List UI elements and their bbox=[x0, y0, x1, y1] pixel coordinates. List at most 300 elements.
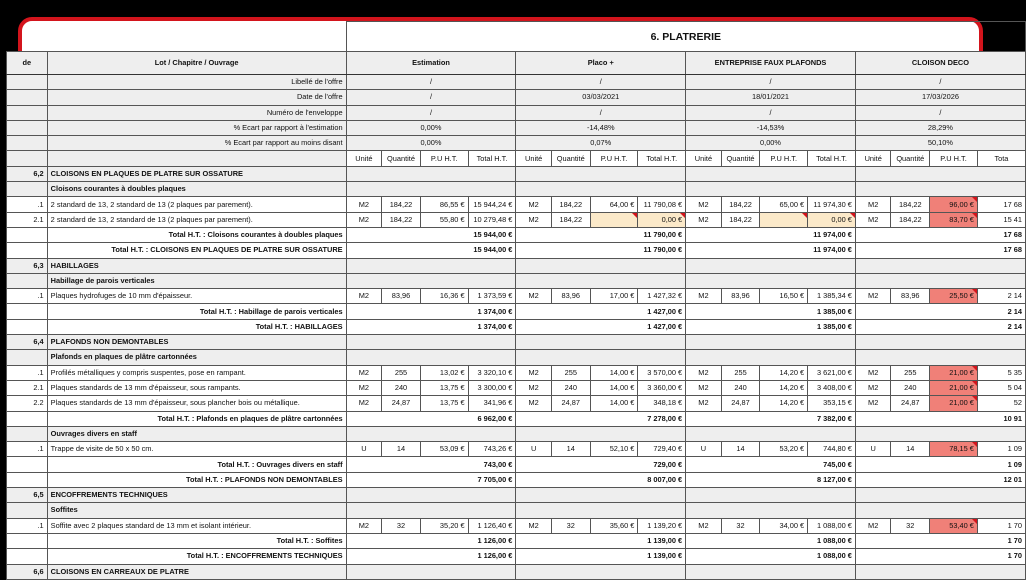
item-total[interactable]: 3 621,00 € bbox=[808, 365, 856, 380]
total-label: Total H.T. : Ouvrages divers en staff bbox=[47, 457, 346, 472]
item-unit-price[interactable]: 65,00 € bbox=[760, 197, 808, 212]
meta-row bbox=[7, 120, 1026, 135]
item-unit-price[interactable]: 21,00 € bbox=[930, 365, 978, 380]
quantity-column-header: Quantité bbox=[382, 151, 421, 166]
item-unit-price[interactable]: 14,00 € bbox=[590, 380, 638, 395]
item-quantity[interactable]: 184,22 bbox=[551, 212, 590, 227]
item-unit[interactable]: U bbox=[516, 442, 552, 457]
item-quantity[interactable]: 32 bbox=[551, 518, 590, 533]
total-value: 1 70 bbox=[855, 533, 1025, 548]
total-label: Total H.T. : Habillage de parois verticales bbox=[47, 304, 346, 319]
total-value: 1 70 bbox=[855, 549, 1025, 564]
item-total[interactable]: 1 088,00 € bbox=[808, 518, 856, 533]
meta-value[interactable]: 17/03/2026 bbox=[855, 90, 1025, 105]
subsection-bidder-cell bbox=[686, 182, 856, 197]
total-label: Total H.T. : CLOISONS EN PLAQUES DE PLATRE SUR OSSATURE bbox=[47, 243, 346, 258]
item-total[interactable]: 2 14 bbox=[977, 289, 1025, 304]
total-value: 15 944,00 € bbox=[346, 227, 516, 242]
item-unit[interactable]: M2 bbox=[855, 518, 891, 533]
meta-value[interactable]: / bbox=[516, 105, 686, 120]
colh-code-cell bbox=[7, 151, 48, 166]
item-unit-price[interactable]: 53,20 € bbox=[760, 442, 808, 457]
section-bidder-cell bbox=[516, 166, 686, 181]
item-unit[interactable]: M2 bbox=[516, 197, 552, 212]
item-quantity[interactable]: 83,96 bbox=[382, 289, 421, 304]
item-quantity[interactable]: 24,87 bbox=[382, 396, 421, 411]
section-bidder-cell bbox=[855, 258, 1025, 273]
section-row bbox=[7, 488, 1026, 503]
meta-code-cell bbox=[7, 105, 48, 120]
item-unit[interactable]: M2 bbox=[516, 365, 552, 380]
meta-value[interactable]: 0,00% bbox=[686, 136, 856, 151]
item-total[interactable]: 10 279,48 € bbox=[468, 212, 516, 227]
item-quantity[interactable]: 32 bbox=[891, 518, 930, 533]
subsection-row bbox=[7, 503, 1026, 518]
meta-value[interactable]: / bbox=[346, 105, 516, 120]
item-unit[interactable]: M2 bbox=[855, 380, 891, 395]
section-bidder-cell bbox=[855, 488, 1025, 503]
item-unit[interactable]: U bbox=[855, 442, 891, 457]
item-quantity[interactable]: 24,87 bbox=[551, 396, 590, 411]
item-quantity[interactable]: 240 bbox=[551, 380, 590, 395]
total-column-header: Total H.T. bbox=[808, 151, 856, 166]
subsection-title[interactable]: Ouvrages divers en staff bbox=[47, 426, 346, 441]
meta-value[interactable]: 0,07% bbox=[516, 136, 686, 151]
subsection-bidder-cell bbox=[516, 273, 686, 288]
section-bidder-cell bbox=[516, 564, 686, 579]
item-unit-price[interactable]: 21,00 € bbox=[930, 380, 978, 395]
item-description[interactable]: 2 standard de 13, 2 standard de 13 (2 plaques par parement). bbox=[47, 212, 346, 227]
item-quantity[interactable]: 184,22 bbox=[721, 197, 760, 212]
section-bidder-cell bbox=[686, 335, 856, 350]
item-unit[interactable]: M2 bbox=[346, 365, 382, 380]
subsection-code bbox=[7, 273, 48, 288]
meta-value[interactable]: / bbox=[855, 75, 1025, 90]
total-row bbox=[7, 457, 1026, 472]
item-total[interactable]: 341,96 € bbox=[468, 396, 516, 411]
item-row bbox=[7, 442, 1026, 457]
item-unit-price[interactable]: 96,00 € bbox=[930, 197, 978, 212]
item-unit[interactable]: M2 bbox=[686, 289, 722, 304]
item-unit[interactable]: M2 bbox=[516, 396, 552, 411]
item-total[interactable]: 0,00 € bbox=[808, 212, 856, 227]
comparison-sheet bbox=[6, 21, 1026, 580]
total-value: 7 705,00 € bbox=[346, 472, 516, 487]
total-label: Total H.T. : Cloisons courantes à doubles plaques bbox=[47, 227, 346, 242]
item-total[interactable]: 15 41 bbox=[977, 212, 1025, 227]
item-unit[interactable]: M2 bbox=[686, 212, 722, 227]
subsection-row bbox=[7, 426, 1026, 441]
item-quantity[interactable]: 14 bbox=[382, 442, 421, 457]
section-bidder-cell bbox=[855, 166, 1025, 181]
subsection-row bbox=[7, 273, 1026, 288]
subsection-bidder-cell bbox=[516, 503, 686, 518]
item-unit[interactable]: M2 bbox=[855, 197, 891, 212]
subsection-bidder-cell bbox=[516, 426, 686, 441]
total-value: 1 088,00 € bbox=[686, 549, 856, 564]
subsection-bidder-cell bbox=[686, 426, 856, 441]
item-unit-price[interactable]: 16,36 € bbox=[420, 289, 468, 304]
item-total[interactable]: 3 570,00 € bbox=[638, 365, 686, 380]
item-description[interactable]: Trappe de visite de 50 x 50 cm. bbox=[47, 442, 346, 457]
unit-price-column-header: P.U H.T. bbox=[760, 151, 808, 166]
item-unit-price[interactable]: 55,80 € bbox=[420, 212, 468, 227]
item-total[interactable]: 3 300,00 € bbox=[468, 380, 516, 395]
section-code: 6,3 bbox=[7, 258, 48, 273]
subsection-bidder-cell bbox=[855, 182, 1025, 197]
unit-column-header: Unité bbox=[855, 151, 891, 166]
item-total[interactable]: 52 bbox=[977, 396, 1025, 411]
item-unit[interactable]: M2 bbox=[516, 212, 552, 227]
section-title[interactable]: CLOISONS EN CARREAUX DE PLATRE bbox=[47, 564, 346, 579]
subsection-code bbox=[7, 503, 48, 518]
item-unit-price[interactable]: 17,00 € bbox=[590, 289, 638, 304]
section-code: 6,6 bbox=[7, 564, 48, 579]
item-code: .1 bbox=[7, 289, 48, 304]
item-unit[interactable]: U bbox=[346, 442, 382, 457]
total-value: 11 790,00 € bbox=[516, 243, 686, 258]
total-code bbox=[7, 533, 48, 548]
total-code bbox=[7, 457, 48, 472]
section-bidder-cell bbox=[346, 335, 516, 350]
item-code: .1 bbox=[7, 365, 48, 380]
section-bidder-cell bbox=[516, 258, 686, 273]
item-unit-price[interactable]: 13,75 € bbox=[420, 380, 468, 395]
item-quantity[interactable]: 255 bbox=[891, 365, 930, 380]
item-total[interactable]: 353,15 € bbox=[808, 396, 856, 411]
item-unit[interactable]: M2 bbox=[686, 396, 722, 411]
item-unit[interactable]: M2 bbox=[346, 518, 382, 533]
item-unit-price[interactable]: 14,20 € bbox=[760, 380, 808, 395]
meta-value[interactable]: -14,53% bbox=[686, 120, 856, 135]
item-quantity[interactable]: 32 bbox=[721, 518, 760, 533]
subsection-title[interactable]: Soffites bbox=[47, 503, 346, 518]
item-row bbox=[7, 365, 1026, 380]
total-value: 17 68 bbox=[855, 227, 1025, 242]
section-bidder-cell bbox=[686, 488, 856, 503]
title-blank bbox=[7, 22, 347, 52]
total-column-header: Total H.T. bbox=[468, 151, 516, 166]
item-row bbox=[7, 289, 1026, 304]
item-unit-price[interactable]: 52,10 € bbox=[590, 442, 638, 457]
item-total[interactable]: 3 408,00 € bbox=[808, 380, 856, 395]
section-bidder-cell bbox=[855, 564, 1025, 579]
item-quantity[interactable]: 83,96 bbox=[891, 289, 930, 304]
item-description[interactable]: Plaques hydrofuges de 10 mm d'épaisseur. bbox=[47, 289, 346, 304]
item-quantity[interactable]: 184,22 bbox=[891, 197, 930, 212]
total-value: 1 385,00 € bbox=[686, 304, 856, 319]
subsection-title[interactable]: Cloisons courantes à doubles plaques bbox=[47, 182, 346, 197]
item-quantity[interactable]: 24,87 bbox=[721, 396, 760, 411]
meta-code-cell bbox=[7, 136, 48, 151]
total-value: 1 385,00 € bbox=[686, 319, 856, 334]
item-unit-price[interactable]: 16,50 € bbox=[760, 289, 808, 304]
item-unit-price[interactable]: 14,20 € bbox=[760, 365, 808, 380]
item-row bbox=[7, 212, 1026, 227]
spreadsheet-frame bbox=[18, 17, 1022, 576]
section-bidder-cell bbox=[346, 564, 516, 579]
total-value: 1 126,00 € bbox=[346, 533, 516, 548]
meta-value[interactable]: 50,10% bbox=[855, 136, 1025, 151]
meta-value[interactable]: 28,29% bbox=[855, 120, 1025, 135]
item-total[interactable]: 5 35 bbox=[977, 365, 1025, 380]
total-code bbox=[7, 304, 48, 319]
total-row bbox=[7, 304, 1026, 319]
total-value: 745,00 € bbox=[686, 457, 856, 472]
subsection-bidder-cell bbox=[346, 350, 516, 365]
item-unit-price[interactable]: 14,00 € bbox=[590, 396, 638, 411]
meta-value[interactable]: / bbox=[855, 105, 1025, 120]
unit-column-header: Unité bbox=[516, 151, 552, 166]
item-unit[interactable]: M2 bbox=[855, 365, 891, 380]
total-row bbox=[7, 319, 1026, 334]
item-total[interactable]: 743,26 € bbox=[468, 442, 516, 457]
total-row bbox=[7, 243, 1026, 258]
item-unit-price[interactable]: 53,40 € bbox=[930, 518, 978, 533]
item-description[interactable]: 2 standard de 13, 2 standard de 13 (2 plaques par parement). bbox=[47, 197, 346, 212]
item-quantity[interactable]: 240 bbox=[891, 380, 930, 395]
subsection-code bbox=[7, 182, 48, 197]
item-total[interactable]: 15 944,24 € bbox=[468, 197, 516, 212]
item-quantity[interactable]: 32 bbox=[382, 518, 421, 533]
subsection-bidder-cell bbox=[516, 350, 686, 365]
meta-row bbox=[7, 136, 1026, 151]
item-quantity[interactable]: 184,22 bbox=[891, 212, 930, 227]
total-value: 2 14 bbox=[855, 319, 1025, 334]
item-unit-price[interactable] bbox=[760, 212, 808, 227]
item-quantity[interactable]: 83,96 bbox=[551, 289, 590, 304]
subsection-bidder-cell bbox=[686, 273, 856, 288]
item-quantity[interactable]: 255 bbox=[382, 365, 421, 380]
item-total[interactable]: 3 360,00 € bbox=[638, 380, 686, 395]
total-value: 17 68 bbox=[855, 243, 1025, 258]
item-unit-price[interactable]: 86,55 € bbox=[420, 197, 468, 212]
item-unit-price[interactable]: 25,50 € bbox=[930, 289, 978, 304]
total-code bbox=[7, 319, 48, 334]
item-code: .1 bbox=[7, 518, 48, 533]
item-unit-price[interactable]: 14,20 € bbox=[760, 396, 808, 411]
item-quantity[interactable]: 24,87 bbox=[891, 396, 930, 411]
subsection-bidder-cell bbox=[346, 503, 516, 518]
item-total[interactable]: 1 427,32 € bbox=[638, 289, 686, 304]
section-title[interactable]: HABILLAGES bbox=[47, 258, 346, 273]
meta-value[interactable]: 03/03/2021 bbox=[516, 90, 686, 105]
item-unit[interactable]: M2 bbox=[686, 365, 722, 380]
item-unit[interactable]: M2 bbox=[346, 212, 382, 227]
bid-comparison-table bbox=[6, 21, 1026, 580]
total-value: 743,00 € bbox=[346, 457, 516, 472]
total-label: Total H.T. : Plafonds en plaques de plâtre cartonnées bbox=[47, 411, 346, 426]
item-total[interactable]: 0,00 € bbox=[638, 212, 686, 227]
item-row bbox=[7, 197, 1026, 212]
meta-value[interactable]: / bbox=[346, 75, 516, 90]
subsection-title[interactable]: Habillage de parois verticales bbox=[47, 273, 346, 288]
item-quantity[interactable]: 184,22 bbox=[721, 212, 760, 227]
item-unit-price[interactable]: 35,60 € bbox=[590, 518, 638, 533]
item-quantity[interactable]: 14 bbox=[721, 442, 760, 457]
section-bidder-cell bbox=[346, 488, 516, 503]
item-total[interactable]: 744,80 € bbox=[808, 442, 856, 457]
item-total[interactable]: 1 385,34 € bbox=[808, 289, 856, 304]
item-unit[interactable]: M2 bbox=[346, 197, 382, 212]
item-code: .1 bbox=[7, 197, 48, 212]
total-value: 1 374,00 € bbox=[346, 304, 516, 319]
section-bidder-cell bbox=[516, 335, 686, 350]
bidder-placo-header: Placo + bbox=[516, 52, 686, 75]
item-quantity[interactable]: 240 bbox=[721, 380, 760, 395]
section-bidder-cell bbox=[686, 166, 856, 181]
item-unit[interactable]: M2 bbox=[855, 289, 891, 304]
bidder-estimation-header: Estimation bbox=[346, 52, 516, 75]
item-quantity[interactable]: 184,22 bbox=[551, 197, 590, 212]
unit-column-header: Unité bbox=[686, 151, 722, 166]
meta-label: Numéro de l'enveloppe bbox=[47, 105, 346, 120]
meta-code-cell bbox=[7, 75, 48, 90]
item-total[interactable]: 17 68 bbox=[977, 197, 1025, 212]
item-quantity[interactable]: 184,22 bbox=[382, 197, 421, 212]
item-total[interactable]: 348,18 € bbox=[638, 396, 686, 411]
meta-label: % Ecart par rapport au moins disant bbox=[47, 136, 346, 151]
meta-value[interactable]: -14,48% bbox=[516, 120, 686, 135]
item-quantity[interactable]: 14 bbox=[551, 442, 590, 457]
item-quantity[interactable]: 184,22 bbox=[382, 212, 421, 227]
item-unit[interactable]: M2 bbox=[346, 289, 382, 304]
subsection-row bbox=[7, 182, 1026, 197]
section-code: 6,5 bbox=[7, 488, 48, 503]
item-total[interactable]: 729,40 € bbox=[638, 442, 686, 457]
section-row bbox=[7, 564, 1026, 579]
column-header-row bbox=[7, 151, 1026, 166]
item-unit[interactable]: M2 bbox=[855, 212, 891, 227]
item-description[interactable]: Soffite avec 2 plaques standard de 13 mm et isolant intérieur. bbox=[47, 518, 346, 533]
meta-value[interactable]: / bbox=[686, 75, 856, 90]
subsection-title[interactable]: Plafonds en plaques de plâtre cartonnées bbox=[47, 350, 346, 365]
quantity-column-header: Quantité bbox=[721, 151, 760, 166]
total-row bbox=[7, 533, 1026, 548]
meta-code-cell bbox=[7, 120, 48, 135]
item-quantity[interactable]: 255 bbox=[721, 365, 760, 380]
item-unit[interactable]: M2 bbox=[346, 396, 382, 411]
item-total[interactable]: 5 04 bbox=[977, 380, 1025, 395]
item-description[interactable]: Plaques standards de 13 mm d'épaisseur, sous rampants. bbox=[47, 380, 346, 395]
total-column-header: Tota bbox=[977, 151, 1025, 166]
subsection-bidder-cell bbox=[346, 273, 516, 288]
total-value: 12 01 bbox=[855, 472, 1025, 487]
subsection-bidder-cell bbox=[346, 426, 516, 441]
section-bidder-cell bbox=[686, 258, 856, 273]
subsection-bidder-cell bbox=[686, 503, 856, 518]
item-unit-price[interactable]: 83,70 € bbox=[930, 212, 978, 227]
section-bidder-cell bbox=[346, 258, 516, 273]
total-value: 1 427,00 € bbox=[516, 304, 686, 319]
item-total[interactable]: 1 139,20 € bbox=[638, 518, 686, 533]
item-unit[interactable]: M2 bbox=[516, 518, 552, 533]
subsection-bidder-cell bbox=[346, 182, 516, 197]
section-title[interactable]: ENCOFFREMENTS TECHNIQUES bbox=[47, 488, 346, 503]
item-total[interactable]: 1 70 bbox=[977, 518, 1025, 533]
item-row bbox=[7, 396, 1026, 411]
item-total[interactable]: 1 09 bbox=[977, 442, 1025, 457]
section-row bbox=[7, 166, 1026, 181]
item-total[interactable]: 1 126,40 € bbox=[468, 518, 516, 533]
total-value: 8 127,00 € bbox=[686, 472, 856, 487]
section-title[interactable]: CLOISONS EN PLAQUES DE PLATRE SUR OSSATURE bbox=[47, 166, 346, 181]
unit-column-header: Unité bbox=[346, 151, 382, 166]
total-value: 1 139,00 € bbox=[516, 533, 686, 548]
total-row bbox=[7, 227, 1026, 242]
colh-desc-cell bbox=[47, 151, 346, 166]
item-total[interactable]: 1 373,59 € bbox=[468, 289, 516, 304]
item-unit[interactable]: U bbox=[686, 442, 722, 457]
item-code: 2.1 bbox=[7, 380, 48, 395]
total-value: 8 007,00 € bbox=[516, 472, 686, 487]
total-value: 1 139,00 € bbox=[516, 549, 686, 564]
total-value: 1 126,00 € bbox=[346, 549, 516, 564]
item-unit[interactable]: M2 bbox=[516, 289, 552, 304]
item-unit-price[interactable]: 13,02 € bbox=[420, 365, 468, 380]
item-unit[interactable]: M2 bbox=[686, 380, 722, 395]
item-unit-price[interactable]: 64,00 € bbox=[590, 197, 638, 212]
item-unit[interactable]: M2 bbox=[855, 396, 891, 411]
item-unit[interactable]: M2 bbox=[686, 197, 722, 212]
subsection-bidder-cell bbox=[855, 503, 1025, 518]
item-quantity[interactable]: 83,96 bbox=[721, 289, 760, 304]
item-unit-price[interactable]: 53,09 € bbox=[420, 442, 468, 457]
bidder-faux-plafonds-header: ENTREPRISE FAUX PLAFONDS bbox=[686, 52, 856, 75]
item-unit-price[interactable]: 21,00 € bbox=[930, 396, 978, 411]
item-unit-price[interactable]: 78,15 € bbox=[930, 442, 978, 457]
subsection-bidder-cell bbox=[855, 350, 1025, 365]
section-title[interactable]: PLAFONDS NON DEMONTABLES bbox=[47, 335, 346, 350]
meta-value[interactable]: / bbox=[516, 75, 686, 90]
meta-value[interactable]: / bbox=[686, 105, 856, 120]
item-unit-price[interactable]: 13,75 € bbox=[420, 396, 468, 411]
item-description[interactable]: Plaques standards de 13 mm d'épaisseur, sous plancher bois ou métallique. bbox=[47, 396, 346, 411]
unit-price-column-header: P.U H.T. bbox=[930, 151, 978, 166]
total-value: 1 09 bbox=[855, 457, 1025, 472]
meta-value[interactable]: 0,00% bbox=[346, 136, 516, 151]
item-code: .1 bbox=[7, 442, 48, 457]
item-code: 2.1 bbox=[7, 212, 48, 227]
item-unit-price[interactable]: 14,00 € bbox=[590, 365, 638, 380]
code-header: de bbox=[7, 52, 48, 75]
total-value: 7 382,00 € bbox=[686, 411, 856, 426]
meta-code-cell bbox=[7, 90, 48, 105]
item-total[interactable]: 3 320,10 € bbox=[468, 365, 516, 380]
item-quantity[interactable]: 240 bbox=[382, 380, 421, 395]
total-code bbox=[7, 411, 48, 426]
total-label: Total H.T. : HABILLAGES bbox=[47, 319, 346, 334]
item-quantity[interactable]: 255 bbox=[551, 365, 590, 380]
meta-value[interactable]: 18/01/2021 bbox=[686, 90, 856, 105]
meta-value[interactable]: 0,00% bbox=[346, 120, 516, 135]
subsection-bidder-cell bbox=[686, 350, 856, 365]
section-code: 6,4 bbox=[7, 335, 48, 350]
item-unit[interactable]: M2 bbox=[346, 380, 382, 395]
meta-value[interactable]: / bbox=[346, 90, 516, 105]
item-unit-price[interactable]: 34,00 € bbox=[760, 518, 808, 533]
item-unit[interactable]: M2 bbox=[516, 380, 552, 395]
item-unit-price[interactable]: 35,20 € bbox=[420, 518, 468, 533]
sheet-title: 6. PLATRERIE bbox=[346, 22, 1025, 52]
quantity-column-header: Quantité bbox=[551, 151, 590, 166]
item-description[interactable]: Profilés métalliques y compris suspentes, pose en rampant. bbox=[47, 365, 346, 380]
item-total[interactable]: 11 790,08 € bbox=[638, 197, 686, 212]
item-unit[interactable]: M2 bbox=[686, 518, 722, 533]
item-unit-price[interactable] bbox=[590, 212, 638, 227]
item-quantity[interactable]: 14 bbox=[891, 442, 930, 457]
item-total[interactable]: 11 974,30 € bbox=[808, 197, 856, 212]
